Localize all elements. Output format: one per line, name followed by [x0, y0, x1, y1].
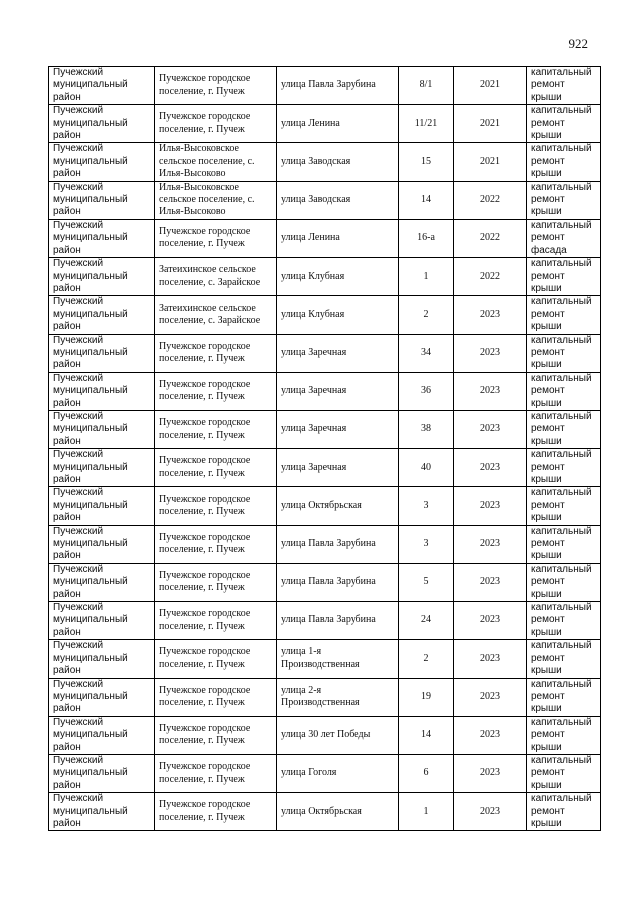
settlement-cell: Пучежское городское поселение, г. Пучеж [155, 67, 277, 105]
street-cell: улица Павла Зарубина [277, 563, 399, 601]
district-cell: Пучежский муниципальный район [49, 181, 155, 219]
house-number-cell: 2 [399, 640, 454, 678]
street-cell: улица Павла Зарубина [277, 602, 399, 640]
work-type-cell: капитальный ремонт крыши [527, 296, 601, 334]
district-cell: Пучежский муниципальный район [49, 525, 155, 563]
settlement-cell: Пучежское городское поселение, г. Пучеж [155, 334, 277, 372]
year-cell: 2023 [454, 372, 527, 410]
house-number-cell: 36 [399, 372, 454, 410]
work-type-cell: капитальный ремонт крыши [527, 678, 601, 716]
work-type-cell: капитальный ремонт крыши [527, 793, 601, 831]
table-row [49, 449, 601, 487]
house-number-cell: 6 [399, 754, 454, 792]
table-row [49, 258, 601, 296]
work-type-cell: капитальный ремонт крыши [527, 105, 601, 143]
settlement-cell: Затеихинское сельское поселение, с. Зарайское [155, 258, 277, 296]
house-number-cell: 38 [399, 410, 454, 448]
district-cell: Пучежский муниципальный район [49, 602, 155, 640]
work-type-cell: капитальный ремонт крыши [527, 67, 601, 105]
table-row [49, 563, 601, 601]
table-row [49, 181, 601, 219]
street-cell: улица Павла Зарубина [277, 67, 399, 105]
table-row [49, 67, 601, 105]
street-cell: улица Заводская [277, 143, 399, 181]
year-cell: 2022 [454, 258, 527, 296]
table-row [49, 640, 601, 678]
street-cell: улица Павла Зарубина [277, 525, 399, 563]
district-cell: Пучежский муниципальный район [49, 67, 155, 105]
year-cell: 2021 [454, 67, 527, 105]
work-type-cell: капитальный ремонт крыши [527, 563, 601, 601]
page-number: 922 [568, 36, 588, 51]
settlement-cell: Пучежское городское поселение, г. Пучеж [155, 372, 277, 410]
year-cell: 2023 [454, 602, 527, 640]
work-type-cell: капитальный ремонт крыши [527, 716, 601, 754]
street-cell: улица Ленина [277, 105, 399, 143]
year-cell: 2022 [454, 219, 527, 257]
settlement-cell: Пучежское городское поселение, г. Пучеж [155, 410, 277, 448]
table-row [49, 716, 601, 754]
house-number-cell: 14 [399, 181, 454, 219]
year-cell: 2023 [454, 716, 527, 754]
district-cell: Пучежский муниципальный район [49, 219, 155, 257]
house-number-cell: 11/21 [399, 105, 454, 143]
district-cell: Пучежский муниципальный район [49, 793, 155, 831]
street-cell: улица Клубная [277, 296, 399, 334]
street-cell: улица Заречная [277, 372, 399, 410]
house-number-cell: 2 [399, 296, 454, 334]
year-cell: 2021 [454, 105, 527, 143]
repair-schedule-table [48, 66, 601, 831]
street-cell: улица 1-я Производственная [277, 640, 399, 678]
house-number-cell: 16-а [399, 219, 454, 257]
settlement-cell: Пучежское городское поселение, г. Пучеж [155, 678, 277, 716]
street-cell: улица Октябрьская [277, 793, 399, 831]
house-number-cell: 34 [399, 334, 454, 372]
work-type-cell: капитальный ремонт крыши [527, 258, 601, 296]
work-type-cell: капитальный ремонт крыши [527, 372, 601, 410]
settlement-cell: Пучежское городское поселение, г. Пучеж [155, 563, 277, 601]
table-row [49, 219, 601, 257]
settlement-cell: Пучежское городское поселение, г. Пучеж [155, 525, 277, 563]
settlement-cell: Илья-Высоковское сельское поселение, с. Илья-Высоково [155, 143, 277, 181]
year-cell: 2022 [454, 181, 527, 219]
house-number-cell: 14 [399, 716, 454, 754]
work-type-cell: капитальный ремонт крыши [527, 143, 601, 181]
district-cell: Пучежский муниципальный район [49, 754, 155, 792]
year-cell: 2023 [454, 563, 527, 601]
work-type-cell: капитальный ремонт крыши [527, 334, 601, 372]
table-row [49, 487, 601, 525]
year-cell: 2023 [454, 754, 527, 792]
table-row [49, 143, 601, 181]
year-cell: 2023 [454, 793, 527, 831]
street-cell: улица Октябрьская [277, 487, 399, 525]
district-cell: Пучежский муниципальный район [49, 678, 155, 716]
house-number-cell: 8/1 [399, 67, 454, 105]
work-type-cell: капитальный ремонт крыши [527, 487, 601, 525]
street-cell: улица Клубная [277, 258, 399, 296]
house-number-cell: 40 [399, 449, 454, 487]
district-cell: Пучежский муниципальный район [49, 296, 155, 334]
table-row [49, 793, 601, 831]
settlement-cell: Пучежское городское поселение, г. Пучеж [155, 105, 277, 143]
settlement-cell: Пучежское городское поселение, г. Пучеж [155, 487, 277, 525]
street-cell: улица 30 лет Победы [277, 716, 399, 754]
house-number-cell: 15 [399, 143, 454, 181]
work-type-cell: капитальный ремонт крыши [527, 525, 601, 563]
house-number-cell: 24 [399, 602, 454, 640]
district-cell: Пучежский муниципальный район [49, 640, 155, 678]
house-number-cell: 5 [399, 563, 454, 601]
table-row [49, 525, 601, 563]
settlement-cell: Пучежское городское поселение, г. Пучеж [155, 602, 277, 640]
house-number-cell: 1 [399, 793, 454, 831]
street-cell: улица Заречная [277, 449, 399, 487]
work-type-cell: капитальный ремонт крыши [527, 640, 601, 678]
table-row [49, 678, 601, 716]
work-type-cell: капитальный ремонт крыши [527, 449, 601, 487]
year-cell: 2023 [454, 487, 527, 525]
year-cell: 2023 [454, 449, 527, 487]
settlement-cell: Пучежское городское поселение, г. Пучеж [155, 754, 277, 792]
settlement-cell: Пучежское городское поселение, г. Пучеж [155, 449, 277, 487]
table-body [49, 67, 601, 831]
settlement-cell: Пучежское городское поселение, г. Пучеж [155, 793, 277, 831]
street-cell: улица Заречная [277, 334, 399, 372]
table-row [49, 372, 601, 410]
district-cell: Пучежский муниципальный район [49, 410, 155, 448]
district-cell: Пучежский муниципальный район [49, 372, 155, 410]
house-number-cell: 3 [399, 525, 454, 563]
street-cell: улица Заводская [277, 181, 399, 219]
table-row [49, 410, 601, 448]
street-cell: улица 2-я Производственная [277, 678, 399, 716]
year-cell: 2023 [454, 640, 527, 678]
work-type-cell: капитальный ремонт крыши [527, 602, 601, 640]
street-cell: улица Гоголя [277, 754, 399, 792]
district-cell: Пучежский муниципальный район [49, 487, 155, 525]
table-row [49, 602, 601, 640]
street-cell: улица Ленина [277, 219, 399, 257]
district-cell: Пучежский муниципальный район [49, 105, 155, 143]
work-type-cell: капитальный ремонт крыши [527, 754, 601, 792]
work-type-cell: капитальный ремонт крыши [527, 410, 601, 448]
table-row [49, 334, 601, 372]
house-number-cell: 3 [399, 487, 454, 525]
year-cell: 2023 [454, 410, 527, 448]
year-cell: 2023 [454, 678, 527, 716]
settlement-cell: Пучежское городское поселение, г. Пучеж [155, 716, 277, 754]
settlement-cell: Затеихинское сельское поселение, с. Зарайское [155, 296, 277, 334]
work-type-cell: капитальный ремонт крыши [527, 181, 601, 219]
year-cell: 2021 [454, 143, 527, 181]
district-cell: Пучежский муниципальный район [49, 143, 155, 181]
district-cell: Пучежский муниципальный район [49, 258, 155, 296]
district-cell: Пучежский муниципальный район [49, 716, 155, 754]
table-row [49, 105, 601, 143]
settlement-cell: Илья-Высоковское сельское поселение, с. Илья-Высоково [155, 181, 277, 219]
year-cell: 2023 [454, 525, 527, 563]
settlement-cell: Пучежское городское поселение, г. Пучеж [155, 219, 277, 257]
district-cell: Пучежский муниципальный район [49, 334, 155, 372]
settlement-cell: Пучежское городское поселение, г. Пучеж [155, 640, 277, 678]
year-cell: 2023 [454, 296, 527, 334]
house-number-cell: 1 [399, 258, 454, 296]
work-type-cell: капитальный ремонт фасада [527, 219, 601, 257]
table-row [49, 754, 601, 792]
district-cell: Пучежский муниципальный район [49, 563, 155, 601]
street-cell: улица Заречная [277, 410, 399, 448]
house-number-cell: 19 [399, 678, 454, 716]
year-cell: 2023 [454, 334, 527, 372]
table-row [49, 296, 601, 334]
district-cell: Пучежский муниципальный район [49, 449, 155, 487]
